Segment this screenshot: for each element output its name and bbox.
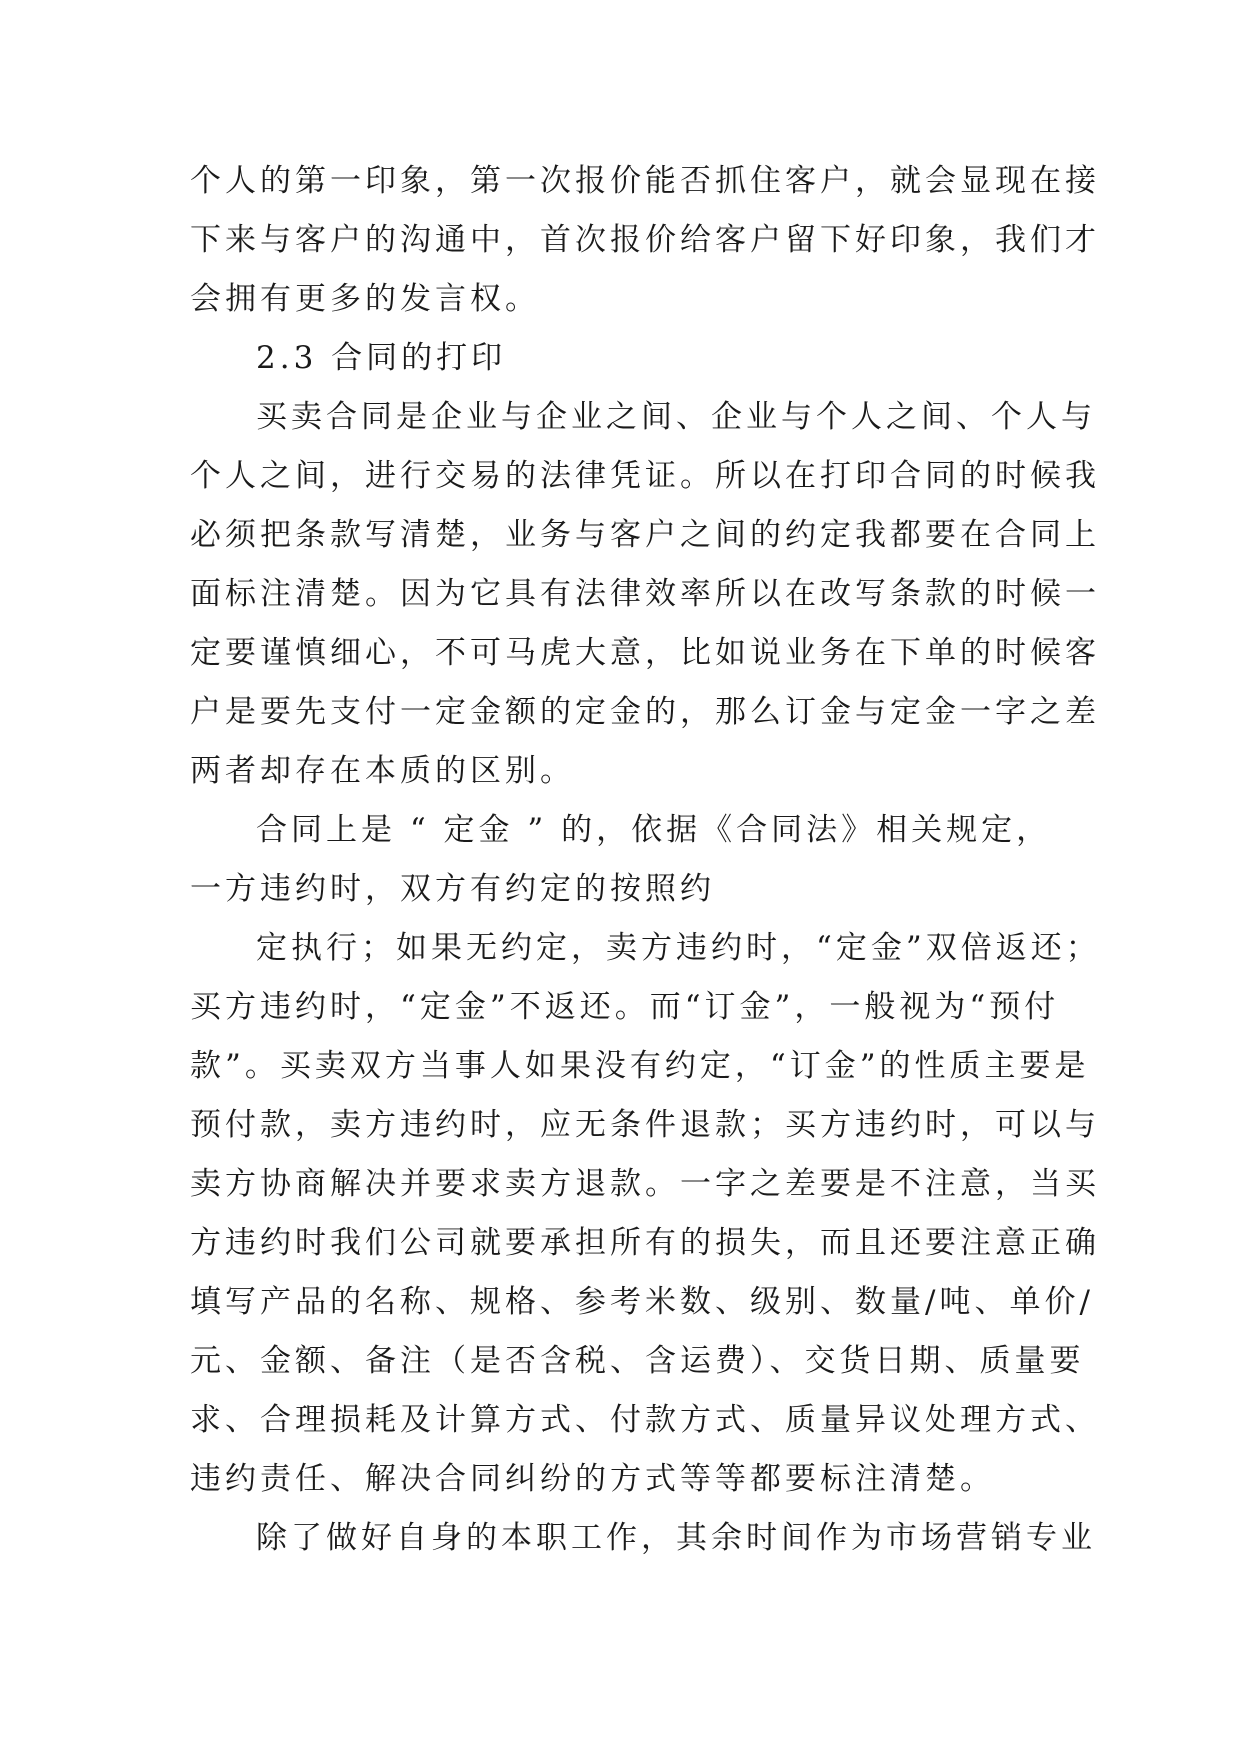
paragraph-line: 必须把条款写清楚，业务与客户之间的约定我都要在合同上 xyxy=(190,517,1100,553)
paragraph-line: 违约责任、解决合同纠纷的方式等等都要标注清楚。 xyxy=(190,1461,995,1497)
paragraph-line: 款”。买卖双方当事人如果没有约定，“订金”的性质主要是 xyxy=(190,1048,1090,1084)
paragraph-line: 卖方协商解决并要求卖方退款。一字之差要是不注意，当买 xyxy=(190,1166,1100,1202)
paragraph-line: 方违约时我们公司就要承担所有的损失，而且还要注意正确 xyxy=(190,1225,1100,1261)
paragraph-line: 个人之间，进行交易的法律凭证。所以在打印合同的时候我 xyxy=(190,458,1100,494)
paragraph-line: 下来与客户的沟通中，首次报价给客户留下好印象，我们才 xyxy=(190,222,1100,258)
paragraph-line: 户是要先支付一定金额的定金的，那么订金与定金一字之差 xyxy=(190,694,1100,730)
paragraph-line: 个人的第一印象，第一次报价能否抓住客户，就会显现在接 xyxy=(190,163,1100,199)
paragraph-line: 填写产品的名称、规格、参考米数、级别、数量/吨、单价/ xyxy=(190,1284,1094,1320)
paragraph-line: 两者却存在本质的区别。 xyxy=(190,753,575,789)
paragraph-line: 求、合理损耗及计算方式、付款方式、质量异议处理方式、 xyxy=(190,1402,1100,1438)
paragraph-line: 面标注清楚。因为它具有法律效率所以在改写条款的时候一 xyxy=(190,576,1100,612)
section-heading: 2.3 合同的打印 xyxy=(256,340,507,376)
paragraph-line: 定要谨慎细心，不可马虎大意，比如说业务在下单的时候客 xyxy=(190,635,1100,671)
paragraph-line: 除了做好自身的本职工作，其余时间作为市场营销专业 xyxy=(256,1520,1096,1556)
paragraph-line: 买方违约时，“定金”不返还。而“订金”，一般视为“预付 xyxy=(190,989,1060,1025)
paragraph-line: 合同上是 “ 定金 ” 的，依据《合同法》相关规定， xyxy=(256,812,1052,848)
paragraph-line: 定执行；如果无约定，卖方违约时，“定金”双倍返还； xyxy=(256,930,1101,966)
paragraph-line: 会拥有更多的发言权。 xyxy=(190,281,540,317)
document-body xyxy=(190,152,1101,1568)
paragraph-line: 预付款，卖方违约时，应无条件退款；买方违约时，可以与 xyxy=(190,1107,1100,1143)
paragraph-line: 一方违约时，双方有约定的按照约 xyxy=(190,871,715,907)
paragraph-line: 买卖合同是企业与企业之间、企业与个人之间、个人与 xyxy=(256,399,1096,435)
paragraph-line: 元、金额、备注（是否含税、含运费）、交货日期、质量要 xyxy=(190,1343,1085,1379)
